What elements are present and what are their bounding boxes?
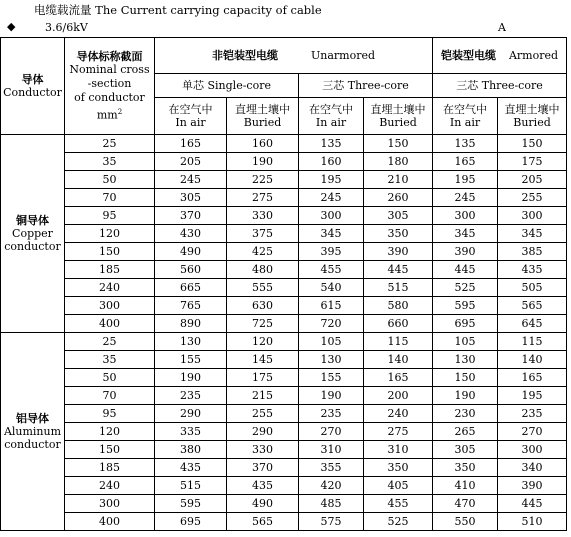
cross-section-cell: 25 (65, 135, 155, 153)
capacity-cell: 510 (498, 513, 567, 531)
capacity-cell: 515 (364, 279, 433, 297)
capacity-cell: 290 (155, 405, 227, 423)
capacity-table (0, 37, 567, 531)
capacity-cell: 580 (364, 297, 433, 315)
capacity-cell: 340 (498, 459, 567, 477)
capacity-cell: 150 (498, 135, 567, 153)
capacity-cell: 300 (498, 207, 567, 225)
capacity-cell: 565 (498, 297, 567, 315)
conductor-group-label-zh: 铝导体 (16, 412, 49, 425)
capacity-cell: 345 (299, 225, 364, 243)
buried-header: 直埋土壤中 Buried (227, 98, 299, 135)
conductor-header-zh: 导体 (21, 73, 44, 86)
capacity-cell: 720 (299, 315, 364, 333)
three-core-header-armored: 三芯 Three-core (433, 74, 567, 98)
table-row (1, 333, 567, 351)
table-row (1, 513, 567, 531)
table-row (1, 423, 567, 441)
capacity-cell: 130 (433, 351, 498, 369)
table-row (1, 171, 567, 189)
table-row (1, 441, 567, 459)
capacity-cell: 190 (433, 387, 498, 405)
capacity-cell: 345 (498, 225, 567, 243)
capacity-cell: 155 (155, 351, 227, 369)
capacity-cell: 115 (498, 333, 567, 351)
capacity-cell: 235 (155, 387, 227, 405)
capacity-cell: 135 (299, 135, 364, 153)
table-row (1, 459, 567, 477)
cross-section-cell: 120 (65, 225, 155, 243)
capacity-cell: 445 (364, 261, 433, 279)
cross-section-cell: 120 (65, 423, 155, 441)
cross-section-cell: 185 (65, 261, 155, 279)
in-air-header: 在空气中 In air (155, 98, 227, 135)
capacity-cell: 195 (433, 171, 498, 189)
capacity-cell: 560 (155, 261, 227, 279)
conductor-group-label (1, 135, 65, 333)
capacity-cell: 245 (155, 171, 227, 189)
capacity-cell: 275 (364, 423, 433, 441)
cross-section-cell: 400 (65, 315, 155, 333)
capacity-cell: 455 (364, 495, 433, 513)
capacity-cell: 435 (155, 459, 227, 477)
capacity-cell: 115 (364, 333, 433, 351)
capacity-cell: 330 (227, 207, 299, 225)
in-air-header: 在空气中 In air (433, 98, 498, 135)
capacity-cell: 140 (364, 351, 433, 369)
section-header-unit: $mm^2$ (96, 107, 123, 122)
table-row (1, 135, 567, 153)
capacity-cell: 215 (227, 387, 299, 405)
table-row (1, 261, 567, 279)
table-row (1, 189, 567, 207)
capacity-cell: 130 (155, 333, 227, 351)
capacity-cell: 265 (433, 423, 498, 441)
capacity-cell: 155 (299, 369, 364, 387)
cross-section-cell: 50 (65, 369, 155, 387)
capacity-cell: 165 (498, 369, 567, 387)
capacity-cell: 235 (498, 405, 567, 423)
section-header-en-1: Nominal cross (69, 62, 150, 76)
capacity-cell: 395 (299, 243, 364, 261)
capacity-cell: 225 (227, 171, 299, 189)
capacity-cell: 355 (299, 459, 364, 477)
capacity-cell: 270 (498, 423, 567, 441)
capacity-cell: 455 (299, 261, 364, 279)
capacity-cell: 430 (155, 225, 227, 243)
table-row (1, 369, 567, 387)
capacity-cell: 270 (299, 423, 364, 441)
section-header-en-3: of conductor (74, 90, 145, 104)
capacity-cell: 445 (433, 261, 498, 279)
capacity-cell: 435 (498, 261, 567, 279)
section-header (65, 38, 155, 135)
capacity-cell: 275 (227, 189, 299, 207)
conductor-group-label-en: Copper (12, 227, 53, 240)
capacity-cell: 490 (227, 495, 299, 513)
capacity-cell: 485 (299, 495, 364, 513)
conductor-group-label-en: conductor (4, 438, 61, 451)
capacity-cell: 305 (155, 189, 227, 207)
capacity-cell: 390 (433, 243, 498, 261)
capacity-cell: 135 (433, 135, 498, 153)
capacity-cell: 390 (364, 243, 433, 261)
capacity-cell: 140 (498, 351, 567, 369)
section-header-zh: 导体标称截面 (76, 49, 143, 63)
capacity-cell: 470 (433, 495, 498, 513)
unarmored-header-en: Unarmored (310, 49, 376, 62)
capacity-cell: 195 (498, 387, 567, 405)
capacity-cell: 410 (433, 477, 498, 495)
capacity-cell: 385 (498, 243, 567, 261)
capacity-cell: 665 (155, 279, 227, 297)
capacity-cell: 890 (155, 315, 227, 333)
capacity-cell: 165 (155, 135, 227, 153)
capacity-cell: 120 (227, 333, 299, 351)
buried-header: 直埋土壤中 Buried (498, 98, 567, 135)
capacity-cell: 350 (433, 459, 498, 477)
capacity-cell: 205 (155, 153, 227, 171)
cross-section-cell: 300 (65, 495, 155, 513)
capacity-cell: 105 (433, 333, 498, 351)
cross-section-cell: 185 (65, 459, 155, 477)
cross-section-cell: 70 (65, 387, 155, 405)
capacity-cell: 405 (364, 477, 433, 495)
capacity-cell: 165 (433, 153, 498, 171)
capacity-cell: 175 (227, 369, 299, 387)
voltage-rating: 3.6/6kV (45, 21, 88, 34)
capacity-cell: 490 (155, 243, 227, 261)
capacity-cell: 235 (299, 405, 364, 423)
conductor-group-label (1, 333, 65, 531)
capacity-cell: 380 (155, 441, 227, 459)
section-header-en-2: -section (87, 76, 132, 90)
conductor-header (1, 38, 65, 135)
capacity-cell: 350 (364, 225, 433, 243)
capacity-cell: 300 (299, 207, 364, 225)
single-core-header: 单芯 Single-core (155, 74, 299, 98)
table-row (1, 279, 567, 297)
table-row (1, 387, 567, 405)
page-title: 电缆载流量 The Current carrying capacity of cable (34, 3, 322, 17)
armored-header (433, 38, 567, 74)
capacity-cell: 765 (155, 297, 227, 315)
capacity-cell: 350 (364, 459, 433, 477)
cross-section-cell: 240 (65, 279, 155, 297)
capacity-cell: 540 (299, 279, 364, 297)
capacity-cell: 305 (433, 441, 498, 459)
capacity-cell: 300 (433, 207, 498, 225)
capacity-cell: 310 (299, 441, 364, 459)
capacity-cell: 375 (227, 225, 299, 243)
buried-header: 直埋土壤中 Buried (364, 98, 433, 135)
cross-section-cell: 300 (65, 297, 155, 315)
table-row (1, 405, 567, 423)
capacity-cell: 145 (227, 351, 299, 369)
capacity-cell: 200 (364, 387, 433, 405)
capacity-cell: 130 (299, 351, 364, 369)
capacity-cell: 595 (155, 495, 227, 513)
capacity-cell: 550 (433, 513, 498, 531)
conductor-group-label-en: Aluminum (3, 425, 62, 438)
table-row (1, 297, 567, 315)
table-row (1, 243, 567, 261)
capacity-cell: 435 (227, 477, 299, 495)
capacity-cell: 175 (498, 153, 567, 171)
conductor-header-en: Conductor (3, 86, 62, 99)
capacity-cell: 370 (227, 459, 299, 477)
capacity-cell: 695 (155, 513, 227, 531)
conductor-group-label-en: conductor (4, 240, 61, 253)
capacity-cell: 255 (227, 405, 299, 423)
capacity-cell: 345 (433, 225, 498, 243)
cross-section-cell: 50 (65, 171, 155, 189)
table-row (1, 351, 567, 369)
capacity-cell: 210 (364, 171, 433, 189)
capacity-cell: 160 (227, 135, 299, 153)
table-row (1, 495, 567, 513)
cross-section-cell: 95 (65, 405, 155, 423)
capacity-cell: 230 (433, 405, 498, 423)
capacity-cell: 160 (299, 153, 364, 171)
capacity-cell: 425 (227, 243, 299, 261)
capacity-cell: 245 (433, 189, 498, 207)
capacity-cell: 205 (498, 171, 567, 189)
capacity-cell: 245 (299, 189, 364, 207)
capacity-cell: 595 (433, 297, 498, 315)
unarmored-header (155, 38, 433, 74)
table-row (1, 477, 567, 495)
table-row (1, 315, 567, 333)
table-row (1, 207, 567, 225)
unit-label: A (498, 21, 506, 34)
capacity-cell: 420 (299, 477, 364, 495)
armored-header-zh: 铠装型电缆 (440, 49, 496, 62)
capacity-cell: 105 (299, 333, 364, 351)
capacity-cell: 240 (364, 405, 433, 423)
capacity-cell: 445 (498, 495, 567, 513)
capacity-cell: 290 (227, 423, 299, 441)
unarmored-header-zh: 非铠装型电缆 (211, 49, 278, 62)
capacity-cell: 190 (227, 153, 299, 171)
capacity-cell: 555 (227, 279, 299, 297)
capacity-cell: 525 (433, 279, 498, 297)
cross-section-cell: 95 (65, 207, 155, 225)
capacity-cell: 630 (227, 297, 299, 315)
capacity-cell: 190 (155, 369, 227, 387)
capacity-cell: 330 (227, 441, 299, 459)
cross-section-cell: 25 (65, 333, 155, 351)
capacity-cell: 390 (498, 477, 567, 495)
capacity-cell: 310 (364, 441, 433, 459)
capacity-cell: 695 (433, 315, 498, 333)
cross-section-cell: 35 (65, 351, 155, 369)
capacity-cell: 300 (498, 441, 567, 459)
capacity-cell: 645 (498, 315, 567, 333)
capacity-cell: 565 (227, 513, 299, 531)
capacity-cell: 305 (364, 207, 433, 225)
capacity-cell: 195 (299, 171, 364, 189)
capacity-cell: 505 (498, 279, 567, 297)
capacity-cell: 480 (227, 261, 299, 279)
capacity-cell: 370 (155, 207, 227, 225)
voltage-line (7, 21, 562, 35)
diamond-bullet-icon: ◆ (7, 20, 16, 33)
cross-section-cell: 400 (65, 513, 155, 531)
capacity-cell: 180 (364, 153, 433, 171)
capacity-cell: 515 (155, 477, 227, 495)
conductor-group-label-zh: 铜导体 (16, 214, 49, 227)
table-row (1, 225, 567, 243)
capacity-cell: 660 (364, 315, 433, 333)
capacity-cell: 260 (364, 189, 433, 207)
capacity-cell: 725 (227, 315, 299, 333)
table-row (1, 153, 567, 171)
cross-section-cell: 150 (65, 441, 155, 459)
cross-section-cell: 70 (65, 189, 155, 207)
armored-header-en: Armored (508, 49, 559, 62)
capacity-cell: 525 (364, 513, 433, 531)
capacity-cell: 255 (498, 189, 567, 207)
capacity-cell: 165 (364, 369, 433, 387)
capacity-cell: 335 (155, 423, 227, 441)
capacity-cell: 615 (299, 297, 364, 315)
capacity-cell: 150 (364, 135, 433, 153)
cross-section-cell: 240 (65, 477, 155, 495)
capacity-cell: 575 (299, 513, 364, 531)
in-air-header: 在空气中 In air (299, 98, 364, 135)
cross-section-cell: 150 (65, 243, 155, 261)
capacity-cell: 190 (299, 387, 364, 405)
capacity-cell: 150 (433, 369, 498, 387)
cross-section-cell: 35 (65, 153, 155, 171)
three-core-header-unarmored: 三芯 Three-core (299, 74, 433, 98)
